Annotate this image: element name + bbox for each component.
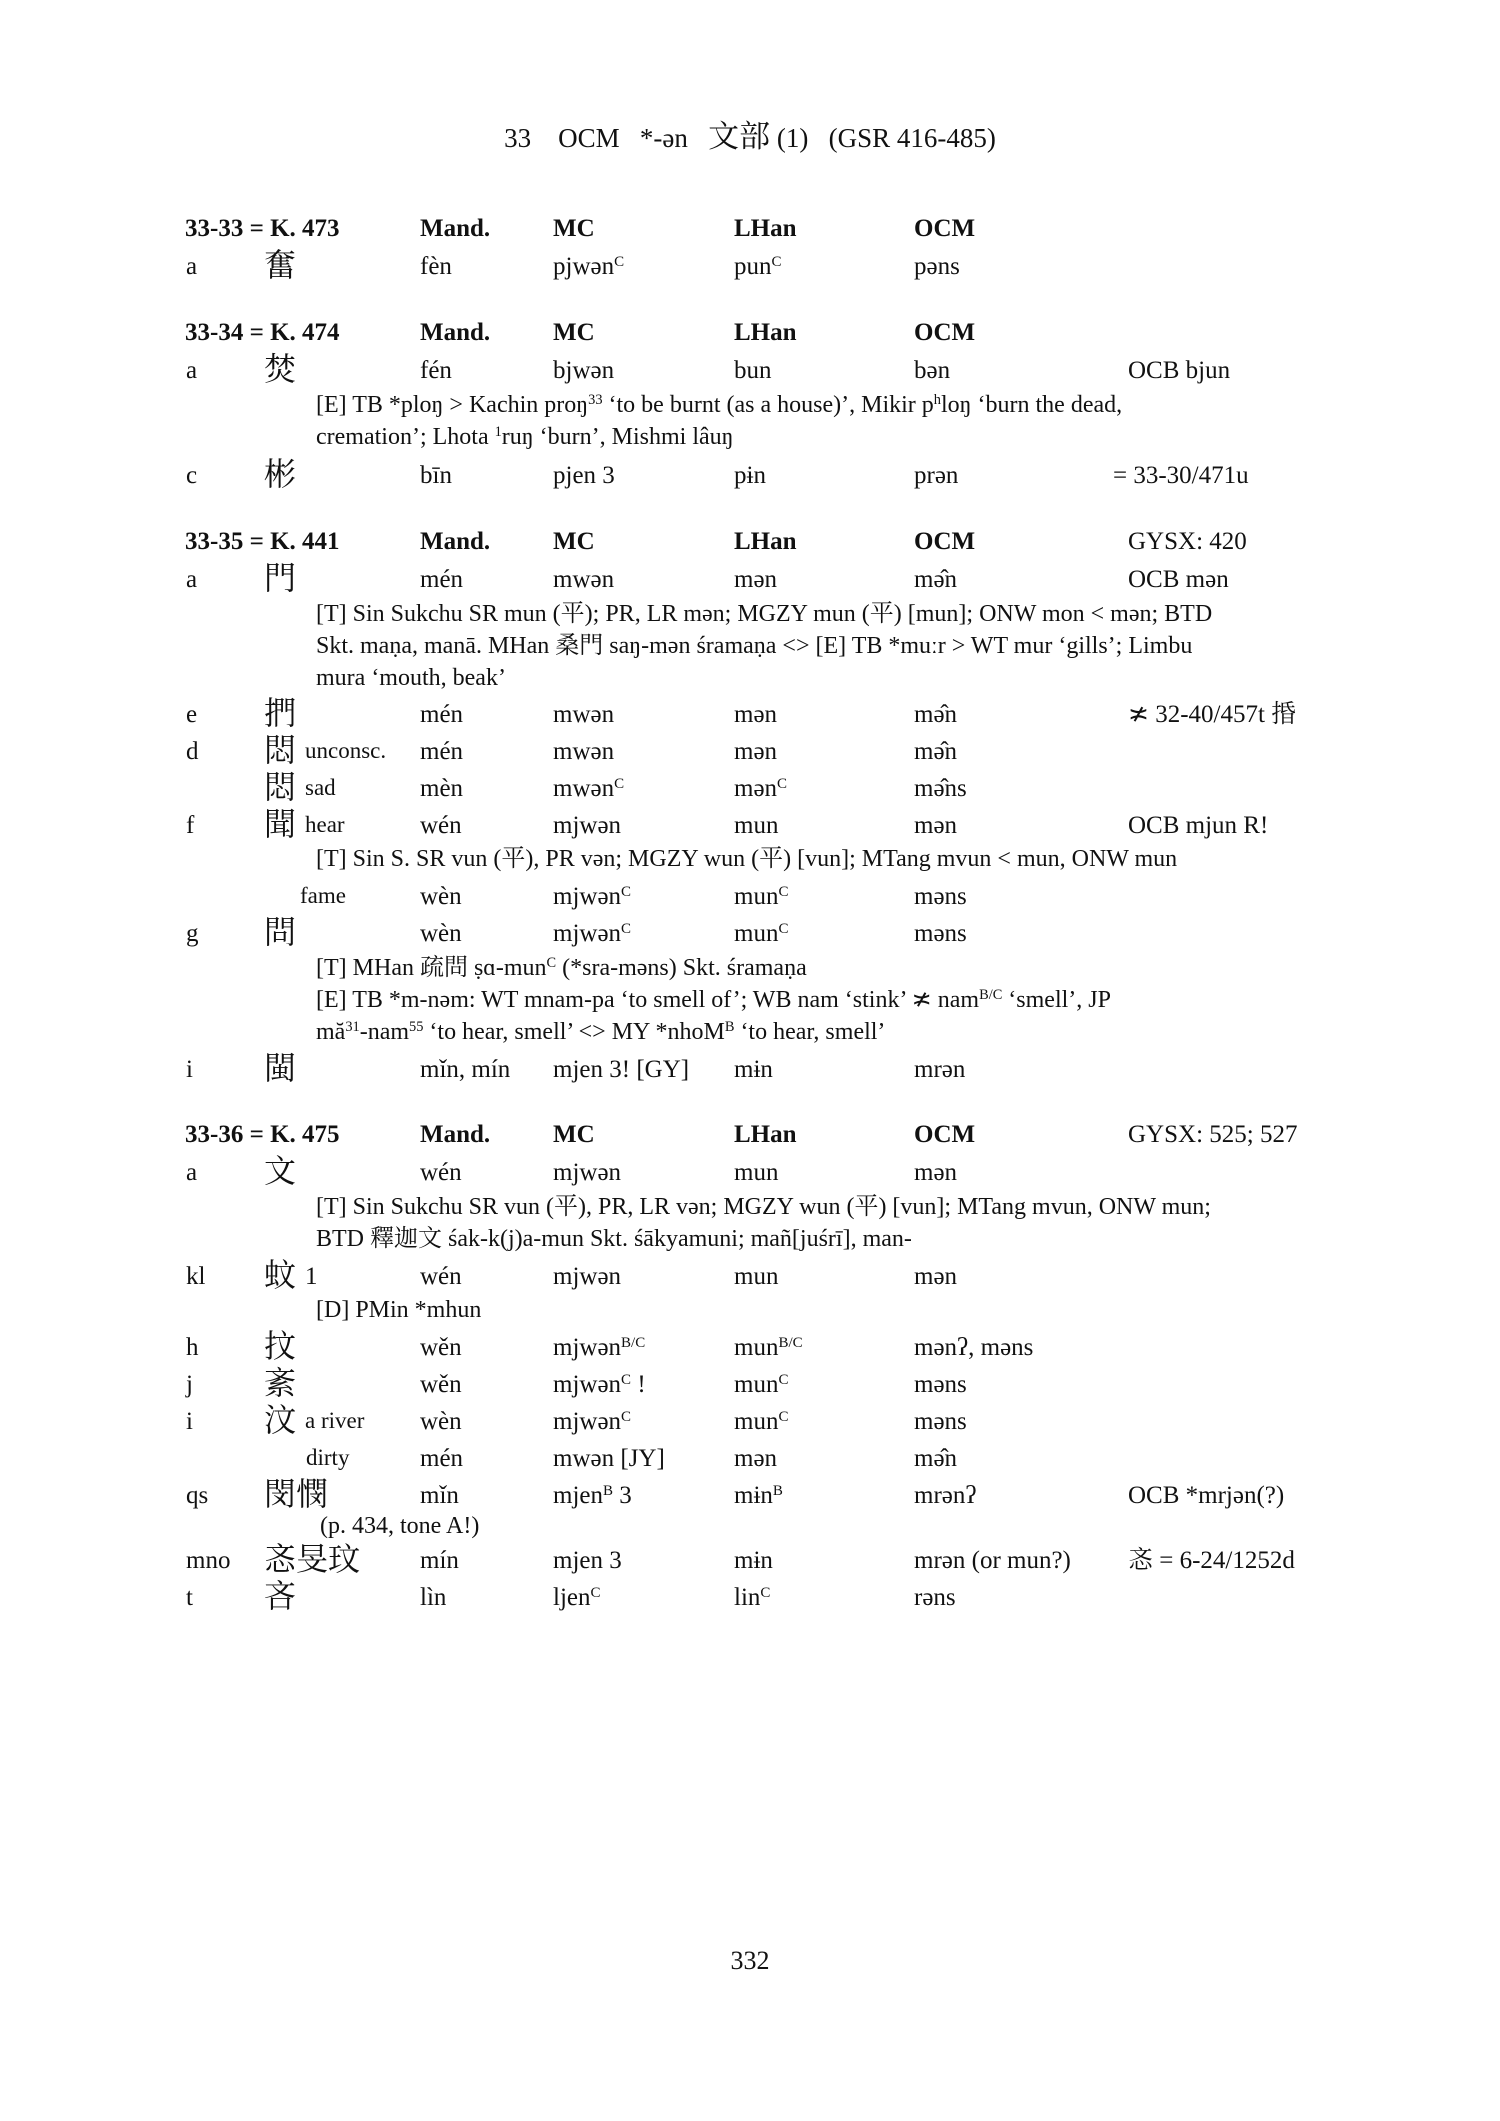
entry-character: 紊 <box>264 1365 297 1401</box>
column-mc: MC <box>553 1121 595 1148</box>
entry-ocm: mə̂n <box>914 738 958 765</box>
entry-mand: wèn <box>420 920 462 947</box>
page-number: 332 <box>730 1946 770 1975</box>
column-mand: Mand. <box>420 1121 491 1148</box>
entry-lhan: mən <box>734 701 778 728</box>
entry-lhan: mun <box>734 812 779 839</box>
entry-note: cremation’; Lhota $^1$ruŋ ‘burn’, Mishmi lâuŋ <box>316 424 734 450</box>
entry-ocm: məns <box>914 920 967 947</box>
entry-lhan: mun$^C$ <box>734 920 789 947</box>
entry-ocm: mə̂n <box>914 566 958 593</box>
entry-ocm: mə̂n <box>914 1445 958 1472</box>
entry-gloss: unconsc. <box>305 738 387 763</box>
column-ocm: OCM <box>914 1121 976 1148</box>
entry-character: 抆 <box>264 1328 297 1364</box>
entry-ocm: mən <box>914 1263 958 1290</box>
section-reference: GYSX: 420 <box>1128 528 1247 555</box>
entry-character: 悶 <box>264 732 297 768</box>
column-ocm: OCM <box>914 215 976 242</box>
entry-lhan: mun$^C$ <box>734 883 789 910</box>
entry-mc: pjwən$^C$ <box>553 253 625 280</box>
entry-label: c <box>186 462 198 489</box>
entry-ocm: mənʔ, məns <box>914 1334 1034 1361</box>
entry-mc: mjwən$^C$ <box>553 883 632 910</box>
entry-mand: wèn <box>420 883 462 910</box>
entry-label: j <box>186 1371 193 1398</box>
entry-label: f <box>186 812 195 839</box>
entry-lhan: mən <box>734 738 778 765</box>
entry-gloss: a river <box>305 1408 365 1433</box>
entry-mand: mén <box>420 738 464 765</box>
section-header-33-33: 33-33 = K. 473 <box>185 215 340 242</box>
entry-character: 捫 <box>264 695 297 731</box>
entry-mand: mín <box>420 1547 459 1574</box>
column-mc: MC <box>553 528 595 555</box>
entry-mand: mén <box>420 701 464 728</box>
entry-remark: 忞 = 6-24/1252d <box>1128 1547 1295 1574</box>
entry-label: a <box>186 566 198 593</box>
entry-character: 聞 <box>264 806 297 842</box>
column-mand: Mand. <box>420 319 491 346</box>
column-ocm: OCM <box>914 528 976 555</box>
entry-remark: OCB mən <box>1128 566 1229 593</box>
column-mc: MC <box>553 319 595 346</box>
entry-ocm: məns <box>914 1408 967 1435</box>
entry-mc: mwən$^C$ <box>553 775 625 802</box>
entry-gloss: hear <box>305 812 345 837</box>
entry-lhan: pɨn <box>734 462 766 489</box>
entry-ocm: mrən <box>914 1056 966 1083</box>
entry-note: [T] Sin S. SR vun (平), PR vən; MGZY wun (平) [vun]; MTang mvun < mun, ONW mun <box>316 846 1178 872</box>
entry-gloss: sad <box>305 775 336 800</box>
entry-note: mura ‘mouth, beak’ <box>316 665 506 691</box>
entry-mc: mjwən$^C$ ! <box>553 1371 646 1398</box>
entry-lhan: bun <box>734 357 772 384</box>
entry-mand: mèn <box>420 775 464 802</box>
entry-character: 蚊 <box>264 1257 297 1293</box>
entry-character: 吝 <box>264 1578 297 1614</box>
entry-lhan: pun$^C$ <box>734 253 782 280</box>
page-title: 33 OCM *-ən 文部 (1) (GSR 416-485) <box>504 119 996 154</box>
entry-ocm: mə̂ns <box>914 775 967 802</box>
entry-mand: mén <box>420 1445 464 1472</box>
column-ocm: OCM <box>914 319 976 346</box>
entry-note: Skt. maṇa, manā. MHan 桑門 saŋ-mən śramaṇa <> [E] TB *muːr > WT mur ‘gills’; Limbu <box>316 633 1193 659</box>
entry-mc: mjen 3! [GY] <box>553 1056 690 1083</box>
entry-lhan: mɨn <box>734 1547 773 1574</box>
entry-lhan: mɨn <box>734 1056 773 1083</box>
entry-character: 悶 <box>264 769 297 805</box>
entry-note: [D] PMin *mhun <box>316 1297 482 1323</box>
entry-mc: mjwən$^{B/C}$ <box>553 1334 646 1361</box>
entry-note: [E] TB *m-nəm: WT mnam-pa ‘to smell of’; WB nam ‘stink’ ≭ nam$^{B/C}$ ‘smell’, JP <box>316 987 1111 1013</box>
entry-remark: OCB *mrjən(?) <box>1128 1482 1285 1509</box>
entry-mc: mjen$^B$ 3 <box>553 1482 632 1509</box>
entry-lhan: mɨn$^B$ <box>734 1482 783 1509</box>
section-header-33-36: 33-36 = K. 475 <box>185 1121 340 1148</box>
entry-character: 門 <box>264 560 297 596</box>
entry-mc: bjwən <box>553 357 615 384</box>
entry-label: i <box>186 1408 193 1435</box>
entry-mc: mjwən$^C$ <box>553 1408 632 1435</box>
entry-mand: wěn <box>420 1371 462 1398</box>
entry-label: qs <box>186 1482 209 1509</box>
column-mand: Mand. <box>420 528 491 555</box>
entry-ocm: mə̂n <box>914 701 958 728</box>
entry-character: 閩 <box>264 1050 297 1086</box>
entry-ocm: prən <box>914 462 959 489</box>
entry-mc: mwən <box>553 701 615 728</box>
entry-mc: mjwən <box>553 1263 622 1290</box>
entry-note: [T] Sin Sukchu SR vun (平), PR, LR vən; MGZY wun (平) [vun]; MTang mvun, ONW mun; <box>316 1194 1211 1220</box>
column-lhan: LHan <box>734 319 797 346</box>
entry-mc: mjwən$^C$ <box>553 920 632 947</box>
entry-ocm: mrənʔ <box>914 1482 977 1509</box>
entry-character: 彬 <box>264 456 297 492</box>
entry-ocm: bən <box>914 357 951 384</box>
entry-label: i <box>186 1056 193 1083</box>
entry-mand: wén <box>420 1263 462 1290</box>
entry-mand: lìn <box>420 1584 447 1611</box>
entry-ocm: mən <box>914 1159 958 1186</box>
entry-character: 汶 <box>264 1402 297 1438</box>
entry-note: (p. 434, tone A!) <box>320 1513 480 1539</box>
entry-remark: = 33-30/471u <box>1113 462 1249 489</box>
entry-label: d <box>186 738 199 765</box>
entry-lhan: mən <box>734 566 778 593</box>
entry-lhan: mun$^C$ <box>734 1371 789 1398</box>
entry-lhan: lin$^C$ <box>734 1584 771 1611</box>
entry-mc: mjwən <box>553 812 622 839</box>
entry-gloss: 1 <box>305 1263 318 1290</box>
entry-character: 問 <box>264 914 297 950</box>
entry-note: [E] TB *ploŋ > Kachin proŋ$^{33}$ ‘to be burnt (as a house)’, Mikir $p^hloŋ$ ‘burn the dead, <box>316 392 1123 418</box>
entry-remark: OCB bjun <box>1128 357 1231 384</box>
entry-label: kl <box>186 1263 206 1290</box>
entry-mc: mwən [JY] <box>553 1445 665 1472</box>
entry-note: [T] Sin Sukchu SR mun (平); PR, LR mən; MGZY mun (平) [mun]; ONW mon < mən; BTD <box>316 601 1213 627</box>
entry-lhan: mun$^C$ <box>734 1408 789 1435</box>
entry-lhan: mən <box>734 1445 778 1472</box>
entry-gloss: fame <box>300 883 346 908</box>
entry-label: a <box>186 1159 198 1186</box>
column-lhan: LHan <box>734 528 797 555</box>
entry-character: 忞旻玟 <box>264 1541 361 1577</box>
entry-mand: mén <box>420 566 464 593</box>
column-mc: MC <box>553 215 595 242</box>
entry-mc: mwən <box>553 566 615 593</box>
entry-label: t <box>186 1584 193 1611</box>
section-header-33-35: 33-35 = K. 441 <box>185 528 340 555</box>
entry-label: h <box>186 1334 199 1361</box>
column-lhan: LHan <box>734 1121 797 1148</box>
entry-label: g <box>186 920 199 947</box>
entry-gloss: dirty <box>306 1445 350 1470</box>
entry-mand: bīn <box>420 462 452 489</box>
entry-mc: mwən <box>553 738 615 765</box>
entry-ocm: mən <box>914 812 958 839</box>
entry-ocm: mrən (or mun?) <box>914 1547 1071 1574</box>
entry-remark: ≭ 32-40/457t 捪 <box>1128 701 1297 728</box>
entry-label: mno <box>186 1547 231 1574</box>
entry-mand: wén <box>420 812 462 839</box>
entry-note: $mă^{31}-nam^{55}$ ‘to hear, smell’ <> MY *nhoM$^B$ ‘to hear, smell’ <box>316 1019 886 1045</box>
entry-character: 文 <box>264 1153 297 1189</box>
section-header-33-34: 33-34 = K. 474 <box>185 319 340 346</box>
entry-mand: mǐn <box>420 1482 459 1509</box>
entry-ocm: rəns <box>914 1584 956 1611</box>
entry-mc: mjwən <box>553 1159 622 1186</box>
entry-label: a <box>186 253 198 280</box>
entry-mand: wén <box>420 1159 462 1186</box>
entry-mand: fén <box>420 357 452 384</box>
entry-label: a <box>186 357 198 384</box>
entry-character: 閔憫 <box>264 1476 329 1512</box>
entry-lhan: mun$^{B/C}$ <box>734 1334 803 1361</box>
entry-ocm: məns <box>914 1371 967 1398</box>
entry-ocm: məns <box>914 883 967 910</box>
entry-mc: ljen$^C$ <box>553 1584 601 1611</box>
entry-mc: mjen 3 <box>553 1547 622 1574</box>
entry-lhan: mun <box>734 1263 779 1290</box>
entry-mand: fèn <box>420 253 452 280</box>
section-reference: GYSX: 525; 527 <box>1128 1121 1298 1148</box>
entry-character: 奮 <box>264 247 297 283</box>
column-mand: Mand. <box>420 215 491 242</box>
entry-lhan: mən$^C$ <box>734 775 788 802</box>
entry-note: BTD 釋迦文 śak-k(j)a-mun Skt. śākyamuni; mañ[juśrī], man- <box>316 1226 912 1252</box>
entry-mc: pjen 3 <box>553 462 615 489</box>
entry-ocm: pəns <box>914 253 960 280</box>
entry-label: e <box>186 701 198 728</box>
entry-remark: OCB mjun R! <box>1128 812 1269 839</box>
entry-note: [T] MHan 疏問 ṣɑ-mun$^C$ (*sra-məns) Skt. śramaṇa <box>316 955 807 981</box>
entry-mand: wèn <box>420 1408 462 1435</box>
column-lhan: LHan <box>734 215 797 242</box>
entry-mand: wěn <box>420 1334 462 1361</box>
entry-mand: mǐn, mín <box>420 1056 511 1083</box>
entry-lhan: mun <box>734 1159 779 1186</box>
entry-character: 焚 <box>264 351 297 387</box>
